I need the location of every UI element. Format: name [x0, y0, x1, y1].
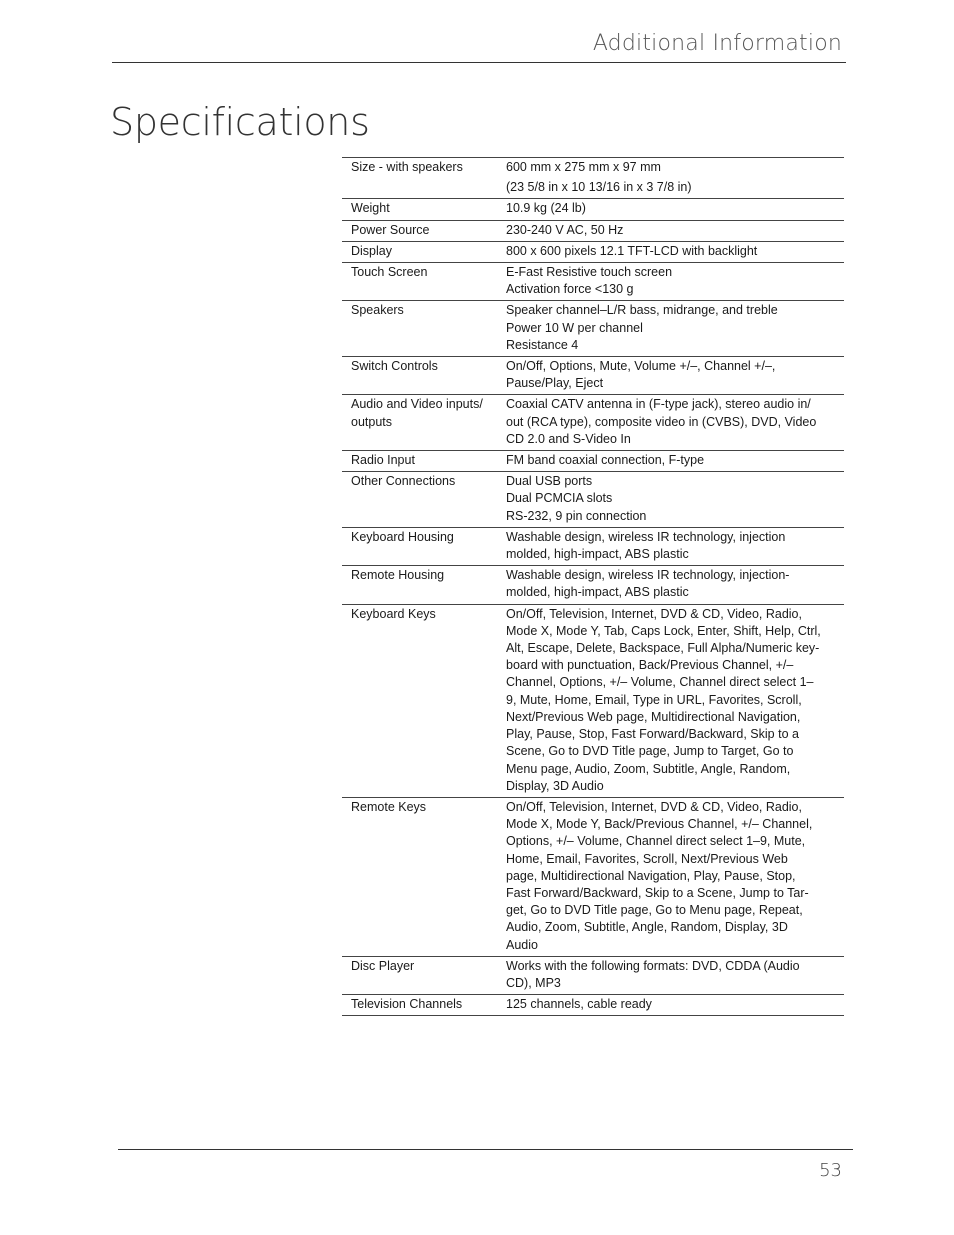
spec-row [342, 798, 844, 957]
spec-value [506, 159, 844, 196]
spec-label: Keyboard Housing [351, 529, 454, 544]
footer-divider [118, 1149, 853, 1150]
spec-row [342, 995, 844, 1016]
spec-row [342, 242, 844, 263]
spec-value-line: 9, Mute, Home, Email, Type in URL, Favorites, Scroll, [506, 692, 802, 707]
spec-value-line: Play, Pause, Stop, Fast Forward/Backward, Skip to a [506, 727, 799, 742]
spec-value-line: board with punctuation, Back/Previous Channel, +/– [506, 658, 794, 673]
spec-value [506, 473, 844, 525]
spec-value-line: page, Multidirectional Navigation, Play, Pause, Stop, [506, 868, 796, 883]
spec-row [342, 472, 844, 528]
spec-value-line: molded, high-impact, ABS plastic [506, 547, 689, 562]
section-header-title: Additional Information [592, 31, 842, 56]
spec-value-line: Channel, Options, +/– Volume, Channel direct select 1– [506, 675, 814, 690]
spec-label: Power Source [351, 222, 430, 237]
spec-value-line: CD), MP3 [506, 975, 561, 990]
page-title: Specifications [110, 100, 370, 144]
spec-value-line: Scene, Go to DVD Title page, Jump to Target, Go to [506, 744, 794, 759]
spec-value [506, 222, 844, 239]
spec-value-line: Washable design, wireless IR technology, injection [506, 529, 786, 544]
spec-value-line: 10.9 kg (24 lb) [506, 201, 586, 216]
spec-value-line: molded, high-impact, ABS plastic [506, 585, 689, 600]
spec-value-line: Mode X, Mode Y, Tab, Caps Lock, Enter, Shift, Help, Ctrl, [506, 623, 821, 638]
spec-value-line: 230-240 V AC, 50 Hz [506, 222, 624, 237]
spec-label: Remote Keys [351, 799, 427, 814]
spec-value-line: Mode X, Mode Y, Back/Previous Channel, +/– Channel, [506, 817, 813, 832]
spec-value-line: E-Fast Resistive touch screen [506, 265, 673, 280]
spec-value-line: Washable design, wireless IR technology, injection- [506, 568, 790, 583]
spec-row [342, 199, 844, 220]
spec-label: Television Channels [351, 997, 463, 1012]
spec-value-line: 800 x 600 pixels 12.1 TFT-LCD with backlight [506, 243, 758, 258]
spec-value-line: Coaxial CATV antenna in (F-type jack), stereo audio in/ [506, 397, 811, 412]
spec-value-line: Options, +/– Volume, Channel direct select 1–9, Mute, [506, 834, 806, 849]
spec-value-line: Home, Email, Favorites, Scroll, Next/Previous Web [506, 851, 788, 866]
spec-value-line: Dual PCMCIA slots [506, 491, 613, 506]
spec-value-line: FM band coaxial connection, F-type [506, 453, 705, 468]
spec-value [506, 264, 844, 298]
spec-value-line: Display, 3D Audio [506, 778, 604, 793]
spec-label: Other Connections [351, 474, 456, 489]
spec-value-line: 600 mm x 275 mm x 97 mm [506, 160, 661, 174]
spec-label: Display [351, 243, 392, 258]
spec-label: Switch Controls [351, 359, 438, 374]
spec-label: Remote Housing [351, 568, 445, 583]
spec-value [506, 799, 844, 954]
spec-row [342, 395, 844, 451]
spec-value [506, 996, 844, 1013]
spec-label: Speakers [351, 303, 404, 318]
spec-value [506, 358, 844, 392]
spec-label: Keyboard Keys [351, 606, 436, 621]
page-number: 53 [819, 1160, 842, 1181]
spec-value [506, 243, 844, 260]
spec-row [342, 957, 844, 995]
spec-value-line: 125 channels, cable ready [506, 997, 652, 1012]
spec-value-line: Speaker channel–L/R bass, midrange, and treble [506, 303, 778, 318]
spec-value-line: On/Off, Television, Internet, DVD & CD, Video, Radio, [506, 606, 802, 621]
spec-label: Disc Player [351, 958, 415, 973]
spec-value-line: Audio, Zoom, Subtitle, Angle, Random, Display, 3D [506, 920, 788, 935]
spec-value [506, 958, 844, 992]
spec-value-line: Dual USB ports [506, 474, 593, 489]
spec-value [506, 200, 844, 217]
spec-value [506, 606, 844, 795]
spec-label: Touch Screen [351, 265, 428, 280]
spec-value-line: RS-232, 9 pin connection [506, 508, 647, 523]
spec-value-line: Activation force <130 g [506, 282, 634, 297]
spec-value [506, 529, 844, 563]
spec-value-line: Resistance 4 [506, 337, 579, 352]
spec-value-line: CD 2.0 and S-Video In [506, 431, 631, 446]
spec-row [342, 263, 844, 301]
spec-label: Radio Input [351, 453, 415, 468]
spec-value-line: Fast Forward/Backward, Skip to a Scene, Jump to Tar- [506, 885, 809, 900]
spec-value-line: Alt, Escape, Delete, Backspace, Full Alpha/Numeric key- [506, 641, 820, 656]
spec-value-line: Audio [506, 937, 538, 952]
spec-row [342, 451, 844, 472]
spec-label: Size - with speakers [351, 160, 463, 174]
specifications-table [342, 157, 844, 1016]
header-divider [112, 62, 846, 63]
spec-value [506, 567, 844, 601]
spec-label: Audio and Video inputs/ outputs [351, 397, 483, 429]
spec-row [342, 566, 844, 604]
spec-value-line: Next/Previous Web page, Multidirectional Navigation, [506, 709, 801, 724]
spec-value-line: On/Off, Television, Internet, DVD & CD, Video, Radio, [506, 799, 802, 814]
spec-value [506, 452, 844, 469]
spec-value [506, 302, 844, 354]
spec-row [342, 158, 844, 199]
spec-value-line: get, Go to DVD Title page, Go to Menu page, Repeat, [506, 903, 803, 918]
spec-value-line: (23 5/8 in x 10 13/16 in x 3 7/8 in) [506, 180, 692, 195]
spec-row [342, 301, 844, 357]
spec-value-line: Pause/Play, Eject [506, 376, 604, 391]
spec-value-line: out (RCA type), composite video in (CVBS), DVD, Video [506, 414, 817, 429]
spec-row [342, 605, 844, 798]
spec-row [342, 528, 844, 566]
spec-value-line: On/Off, Options, Mute, Volume +/–, Channel +/–, [506, 359, 776, 374]
spec-label: Weight [351, 201, 390, 216]
spec-value-line: Power 10 W per channel [506, 320, 643, 335]
spec-value-line: Menu page, Audio, Zoom, Subtitle, Angle, Random, [506, 761, 791, 776]
spec-row [342, 357, 844, 395]
spec-value [506, 396, 844, 448]
spec-value-line: Works with the following formats: DVD, CDDA (Audio [506, 958, 800, 973]
spec-row [342, 221, 844, 242]
